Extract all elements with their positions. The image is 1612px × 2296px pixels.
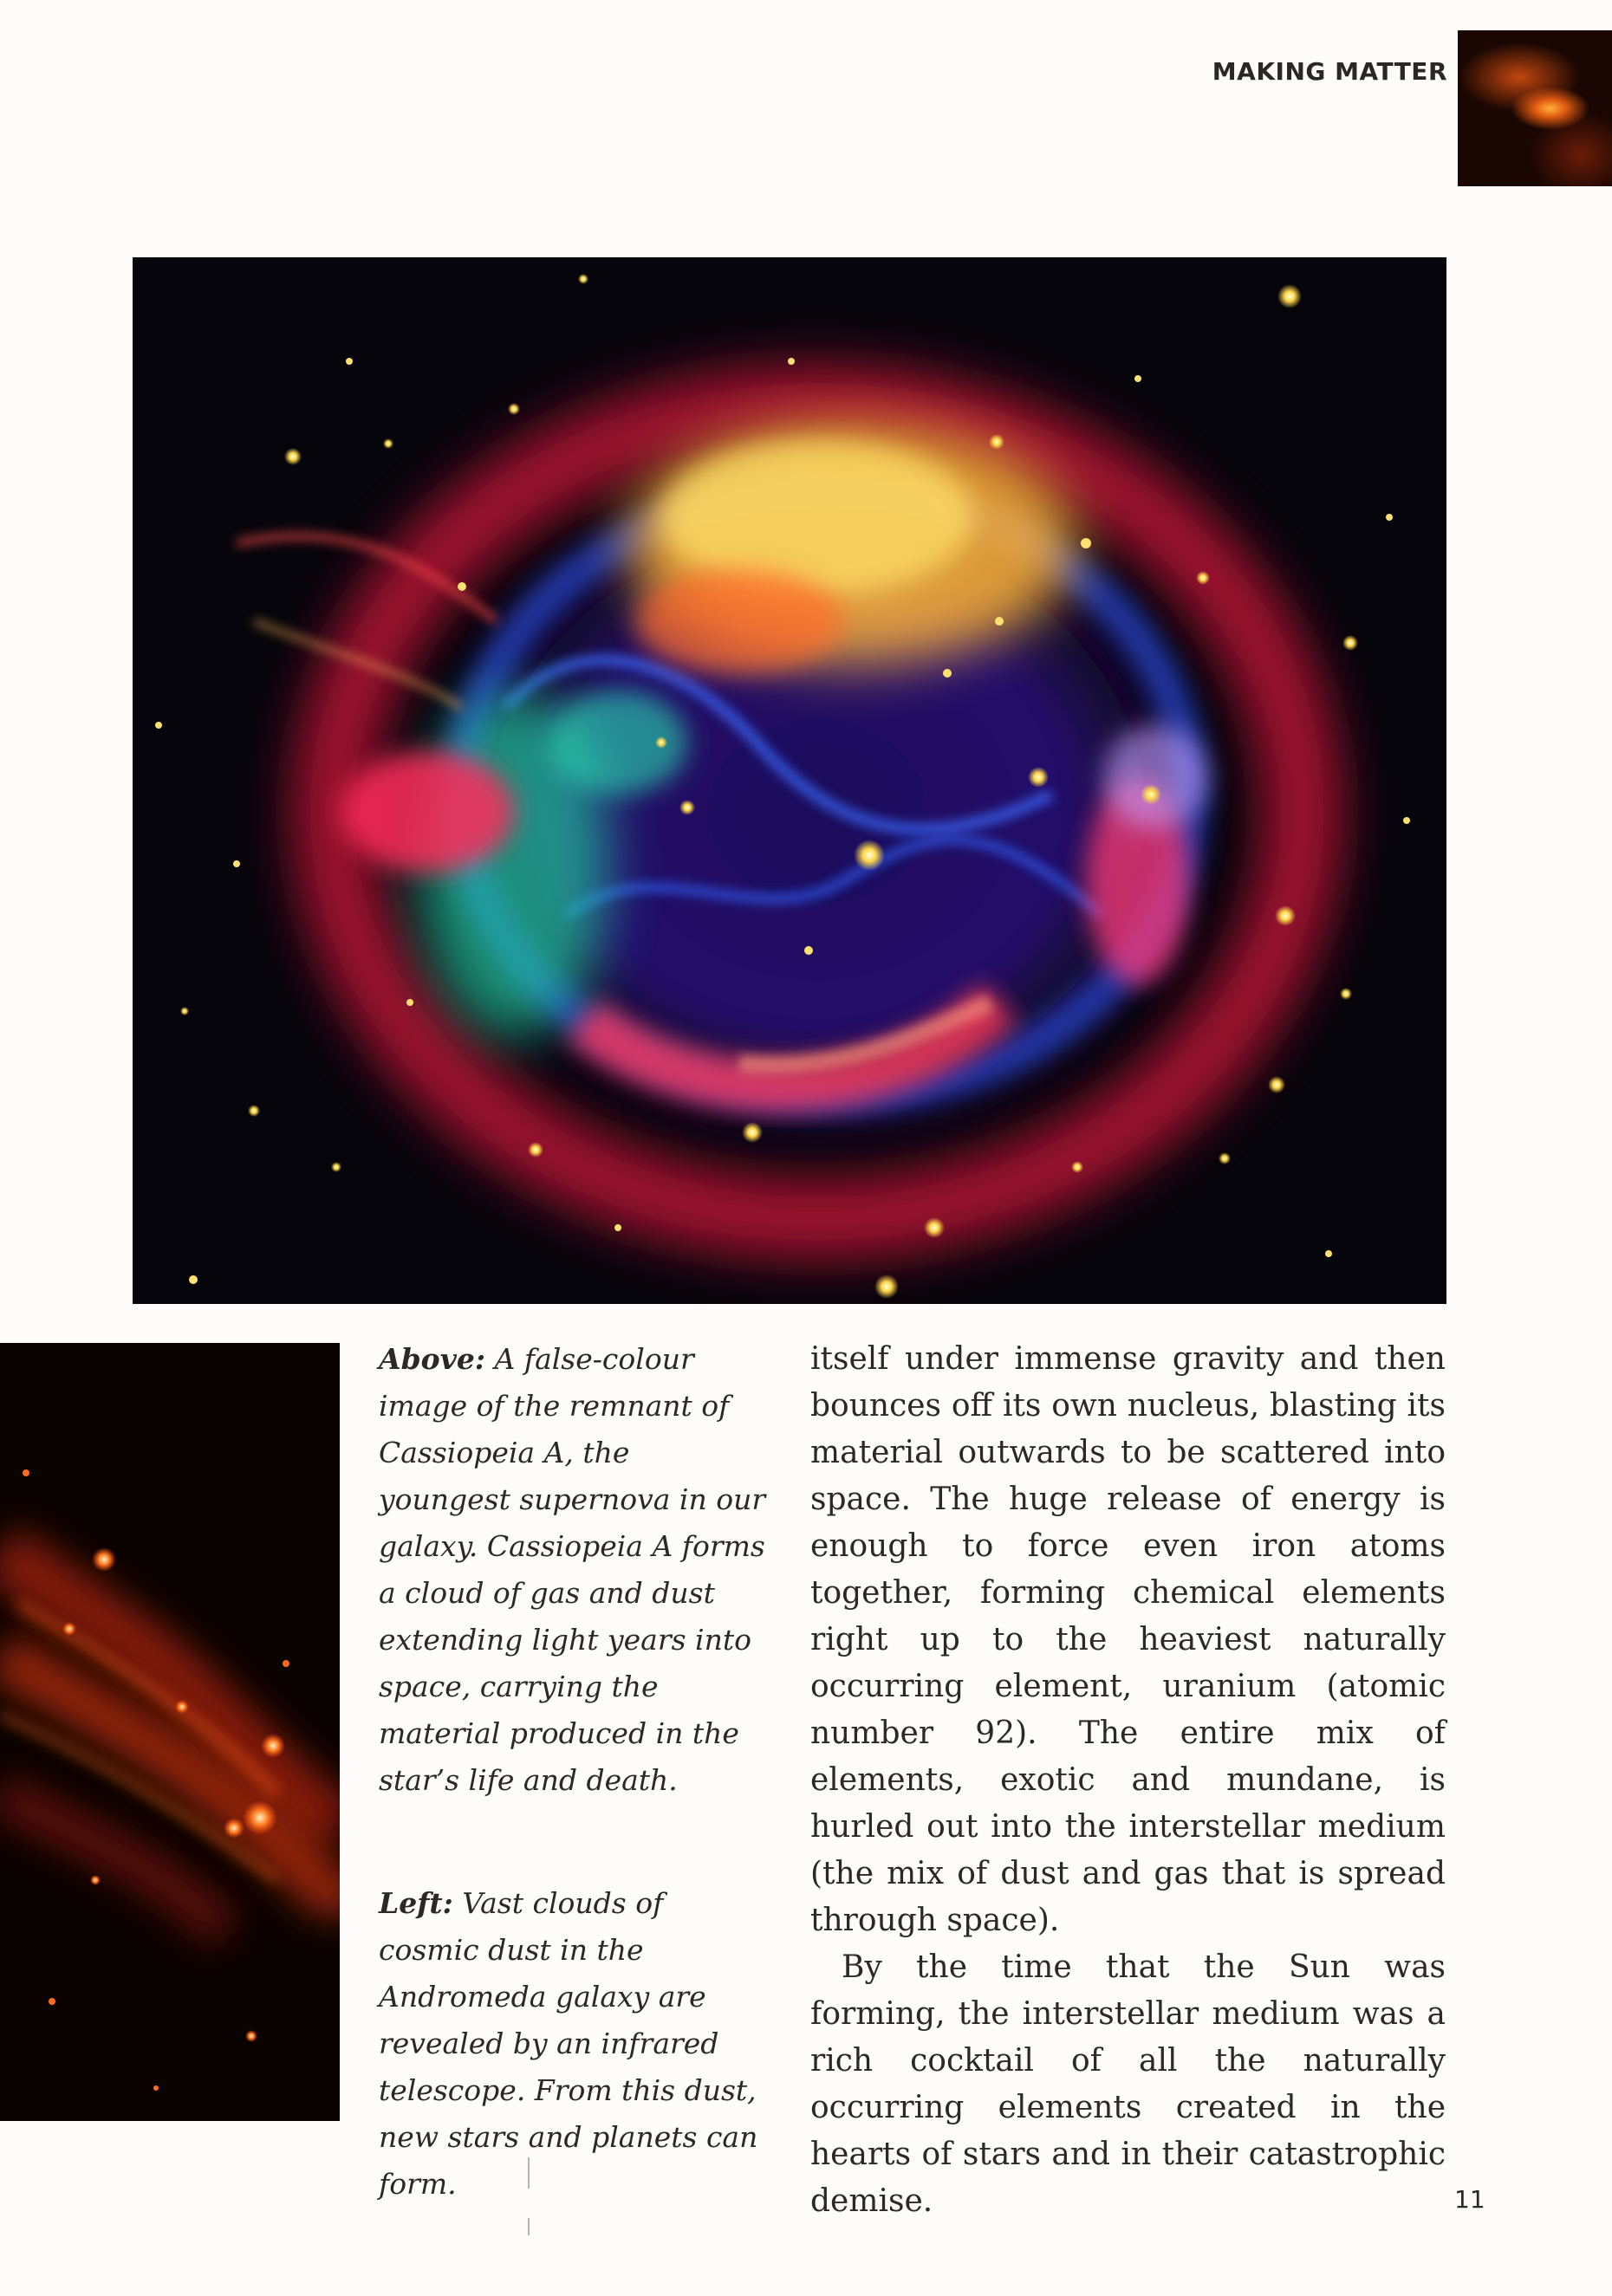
caption-above-text: A false-colour image of the remnant of Cassiopeia A, the youngest supernova in our galaxy. Cassiopeia A forms a cloud of gas and dust extending light years into space, carrying the material produced in the star’s life and death. bbox=[379, 1342, 766, 1797]
caption-left-text: Vast clouds of cosmic dust in the Andromeda galaxy are revealed by an infrared telescope. From this dust, new stars and planets can form. bbox=[379, 1886, 758, 2201]
body-paragraph: itself under immense gravity and then bounces off its own nucleus, blasting its material outwards to be scattered into space. The huge release of energy is enough to force even iron atoms together, forming chemical elements right up to the heaviest naturally occurring element, uranium (atomic number 92). The entire mix of elements, exotic and mundane, is hurled out into the interstellar medium (the mix of dust and gas that is spread through space). bbox=[810, 1341, 1446, 1938]
body-paragraph: By the time that the Sun was forming, the interstellar medium was a rich cocktail of all the naturally occurring elements created in the hearts of stars and in their catastrophic demise. bbox=[810, 1949, 1446, 2219]
chapter-thumbnail-image bbox=[1458, 30, 1612, 186]
caption-above-lead: Above: bbox=[379, 1342, 486, 1376]
running-head: MAKING MATTER bbox=[1212, 57, 1447, 86]
andromeda-dust-image bbox=[0, 1343, 340, 2121]
body-text bbox=[810, 1336, 1446, 2225]
supernova-remnant-image bbox=[133, 257, 1446, 1304]
caption-above bbox=[379, 1336, 769, 1804]
caption-left-lead: Left: bbox=[379, 1886, 453, 1920]
gutter-mark bbox=[528, 2218, 530, 2235]
page-number: 11 bbox=[1454, 2185, 1485, 2214]
gutter-mark bbox=[528, 2157, 530, 2189]
caption-left bbox=[379, 1880, 769, 2208]
